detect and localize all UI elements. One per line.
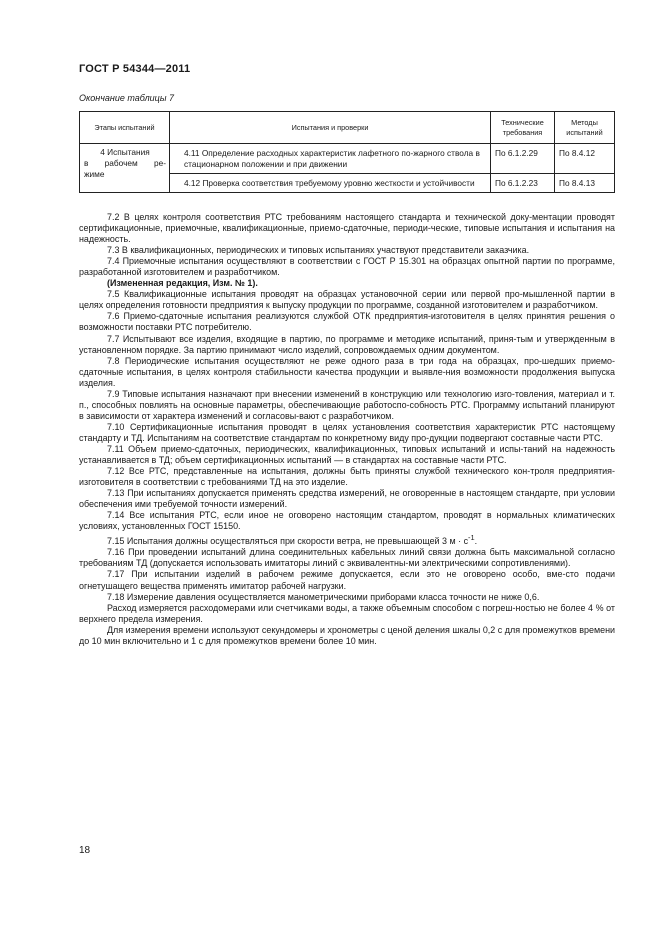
paragraph-7-13: 7.13 При испытаниях допускается применять средства измерений, не оговоренные в настоящем стандарте, при условии обеспечения ими требуемой точности измерений. [79,488,615,510]
table-caption: Окончание таблицы 7 [79,93,174,103]
paragraph-7-11: 7.11 Объем приемо-сдаточных, периодических, квалификационных, типовых испытаний и испы-таний на надежность устанавливается в ТД; объем сертификационных испытаний — в стандартах на составные части РТС. [79,443,615,466]
paragraph-7-16: 7.16 При проведении испытаний длина соединительных кабельных линий связи должна быть максимальной согласно требованиям ТД (допускается использовать имитаторы линий с эквивалентны-ми электрическими сопротивлениями). [79,547,615,569]
paragraph-flow: Расход измеряется расходомерами или счетчиками воды, а также объемным способом с погреш-ностью не более 4 % от верхнего предела измерения. [79,602,615,624]
test-cell: 4.11 Определение расходных характеристик лафетного по-жарного ствола в стационарном положении и при движении [170,144,491,174]
paragraph-7-9: 7.9 Типовые испытания назначают при внесении изменений в конструкцию или технологию изго-товления, материал и т. п., способных повлиять на основные параметры, обеспечивающие работоспо-собность РТС. Программу испытаний планируют в зависимости от характера изменений и согласовы-вают с разработчиком. [79,388,615,421]
table-7-end [79,111,615,193]
paragraph-7-15 [79,532,615,547]
stage-line-1: 4 Испытания [100,147,150,157]
paragraph-7-6: 7.6 Приемо-сдаточные испытания реализуются службой ОТК предприятия-изготовителя в целях принятия решения о возможности поставки РТС потребителю. [79,311,615,333]
method-cell: По 8.4.12 [555,144,615,174]
paragraph-7-8: 7.8 Периодические испытания осуществляют не реже одного раза в три года на образцах, про-шедших приемо-сдаточные испытания, в целях контроля стабильности качества продукции и выявле-ния возможности продолжения выпуска изделия. [79,355,615,388]
col-header-tests: Испытания и проверки [170,112,491,144]
table-header-row [80,112,615,144]
requirement-cell: По 6.1.2.23 [491,174,555,193]
page-number: 18 [79,845,91,856]
amendment-note: (Измененная редакция, Изм. № 1). [107,278,258,289]
paragraph-7-5: 7.5 Квалификационные испытания проводят на образцах установочной серии или первой про-мышленной партии в целях определения готовности предприятия к выпуску продукции по программе, созданной изготовителем и разработчиком. [79,289,615,311]
paragraph-7-17: 7.17 При испытании изделий в рабочем режиме допускается, если это не оговорено особо, вме-сто подачи огнетушащего вещества применять имитатор рабочей нагрузки. [79,569,615,591]
test-cell: 4.12 Проверка соответствия требуемому уровню жесткости и устойчивости [170,174,491,193]
method-cell: По 8.4.13 [555,174,615,193]
paragraph-7-7: 7.7 Испытывают все изделия, входящие в партию, по программе и методике испытаний, приня-тым и утвержденным в установленном порядке. За партию принимают число изделий, сопровождаемых одним документом. [79,333,615,355]
document-header: ГОСТ Р 54344—2011 [79,63,191,75]
paragraph-time: Для измерения времени используют секундомеры и хронометры с ценой деления шкалы 0,2 с для промежутков времени до 10 мин включительно и 1 с для промежутков времени более 10 мин. [79,624,615,646]
stage-cell [80,144,170,193]
paragraph-7-2: 7.2 В целях контроля соответствия РТС требованиям настоящего стандарта и технической доку-ментации проводят сертификационные, приемочные, квалификационные, приемо-сдаточные, периоди-ческие, типовые испытания и испытания на надежность. [79,212,615,245]
stage-word-c: ре- [153,158,166,168]
exponent: -1 [468,533,475,543]
paragraph-7-15-text: 7.15 Испытания должны осуществляться при скорости ветра, не превышающей 3 м · с [107,536,469,547]
paragraph-7-10: 7.10 Сертификационные испытания проводят в целях установления соответствия характеристик РТС настоящему стандарту и ТД. Испытаниям на соответствие стандартам по конкретному виду про-дукции подвергают составные части РТС. [79,421,615,443]
paragraph-7-3: 7.3 В квалификационных, периодических и типовых испытаниях участвуют представители заказчика. [107,245,530,256]
paragraph-7-4: 7.4 Приемочные испытания осуществляют в соответствии с ГОСТ Р 15.301 на образцах опытной партии по программе, разработанной изготовителем и разработчиком. [79,256,615,278]
col-header-requirements: Технические требования [491,112,555,144]
table-row [80,144,615,174]
document-body [79,212,615,647]
col-header-stages: Этапы испытаний [80,112,170,144]
paragraph-7-15-end: . [474,536,478,547]
stage-word-a: в [84,158,89,168]
paragraph-7-18: 7.18 Измерение давления осуществляется манометрическими приборами класса точности не ниже 0,6. [107,591,540,602]
paragraph-7-12: 7.12 Все РТС, представленные на испытания, должны быть приняты службой технического кон-троля предприятия-изготовителя в соответствии с требованиями ТД на это изделие. [79,466,615,488]
requirement-cell: По 6.1.2.29 [491,144,555,174]
stage-line-3: жиме [84,169,105,179]
stage-word-b: рабочем [104,158,138,168]
paragraph-7-14: 7.14 Все испытания РТС, если иное не оговорено настоящим стандартом, проводят в нормальных климатических условиях, установленных ГОСТ 15150. [79,510,615,532]
col-header-methods: Методы испытаний [555,112,615,144]
stage-line-2 [84,158,166,169]
